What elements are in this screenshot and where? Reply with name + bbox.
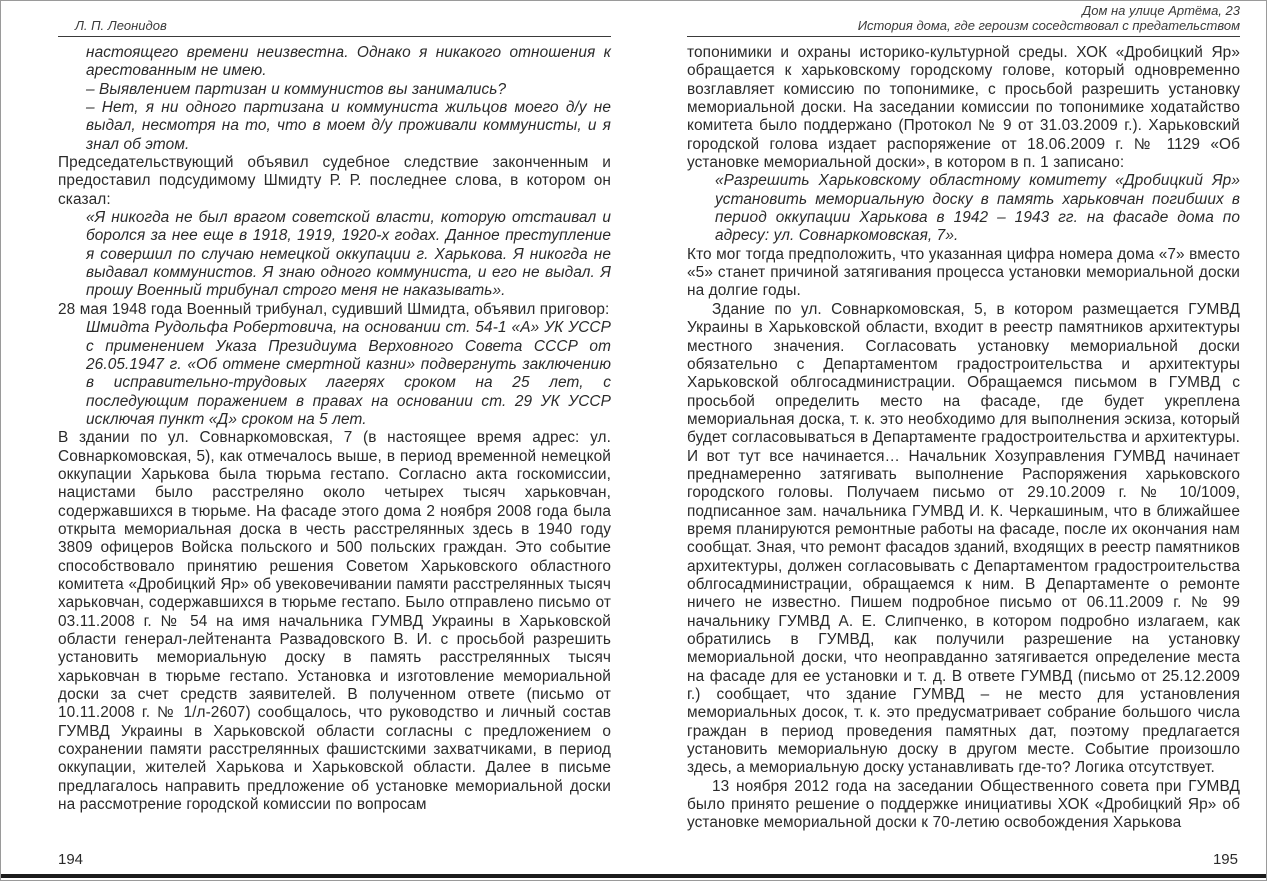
page-number-right: 195 xyxy=(1212,851,1238,868)
paragraph: настоящего времени неизвестна. Однако я никакого отношения к арестованным не имею. xyxy=(86,44,611,80)
paragraph: – Выявлением партизан и коммунистов вы занимались? xyxy=(86,80,507,98)
page-right xyxy=(687,3,1240,833)
running-header-left xyxy=(58,9,611,37)
page-right-content xyxy=(687,37,1240,833)
chapter-title: История дома, где героизм соседствовал с предательством xyxy=(857,17,1240,33)
pages-container xyxy=(1,1,1266,833)
paragraph: 13 ноября 2012 года на заседании Общественного совета при ГУМВД было принято решение о поддержке инициативы ХОК «Дробицкий Яр» об установке мемориальной доски к 70-летию освобождения Харькова xyxy=(687,777,1240,832)
book-title: Дом на улице Артёма, 23 xyxy=(1082,3,1240,18)
page-left-content xyxy=(58,37,611,814)
paragraph: Здание по ул. Совнаркомовская, 5, в котором размещается ГУМВД Украины в Харьковской области, входит в реестр памятников архитектуры местного значения. Согласовать установку мемориальной доски обязательно с Департаментом градостроительства и архитектуры Харьковской облгосадминистрации. Обращаемся письмом в ГУМВД с просьбой определить место на фасаде, где будет укреплена мемориальная доска, т. к. это необходимо для выполнения эскиза, который будет согласовываться в Департаменте градостроительства и архитектуры. И вот тут все начинается… Начальник Хозуправления ГУМВД начинает преднамеренно затягивать выполнение Распоряжения харьковского городского головы. Получаем письмо от 29.10.2009 г. № 10/1009, подписанное зам. начальника ГУМВД И. К. Черкашиным, что в ближайшее время планируются ремонтные работы на фасаде, после их окончания нам сообщат. Зная, что ремонт фасадов зданий, входящих в реестр памятников архитектуры, должен согласовывать с Департаментом градостроительства облгосадминистрации, обращаемся к ним. В Департаменте о ремонте ничего не известно. Пишем подробное письмо от 06.11.2009 г. № 99 начальнику ГУМВД А. Е. Слипченко, в котором подробно излагаем, как обратились в ГУМВД, как получили разрешение на установку мемориальной доски, что неоправданно затягивается определение места на фасаде для ее установки и т. д. В ответе ГУМВД (письмо от 25.12.2009 г.) сообщает, что здание ГУМВД – не место для установления мемориальных досок, т. к. это предусматривает собрание большого числа граждан в период проведения памятных дат, поэтому предлагается установить мемориальную доску в другом месте. Событие произошло здесь, а мемориальную доску устанавливать где-то? Логика отсутствует. xyxy=(687,300,1240,777)
page-number-left: 194 xyxy=(58,851,84,868)
paragraph: топонимики и охраны историко-культурной среды. ХОК «Дробицкий Яр» обращается к харьковскому городскому голове, который одновременно возглавляет комиссию по топонимике, с просьбой разрешить установку мемориальной доски. На заседании комиссии по топонимике ходатайство комитета было поддержано (Протокол № 9 от 31.03.2009 г.). Харьковский городской голова издает распоряжение от 18.06.2009 г. № 1129 «Об установке мемориальной доски», в котором в п. 1 записано: xyxy=(687,44,1240,172)
paragraph: «Я никогда не был врагом советской власти, которую отстаивал и боролся за нее еще в 1918, 1919, 1920-х годах. Данное преступление я совершил по случаю немецкой оккупации г. Харькова. Я никогда не выдавал коммунистов. Я знаю одного коммуниста, и его не выдал. Я прошу Военный трибунал строго меня не наказывать». xyxy=(86,209,611,300)
paragraph: Председательствующий объявил судебное следствие законченным и предоставил подсудимому Шмидту Р. Р. последнее слова, в котором он сказал: xyxy=(58,154,611,208)
paragraph: 28 мая 1948 года Военный трибунал, судивший Шмидта, объявил приговор: xyxy=(58,300,610,318)
paragraph: В здании по ул. Совнаркомовская, 7 (в настоящее время адрес: ул. Совнаркомовская, 5), как отмечалось выше, в период временной немецкой оккупации Харькова была тюрьма гестапо. Согласно акта госкомиссии, нацистами было расстреляно около четырех тысяч харьковчан, содержавшихся в тюрьме. На фасаде этого дома 2 ноября 2008 года была открыта мемориальная доска в честь расстрелянных здесь в 1940 году 3809 офицеров Войска польского и 500 польских граждан. Это событие способствовало принятию решения Советом Харьковского областного комитета «Дробицкий Яр» об увековечивании памяти расстрелянных тысяч харьковчан, содержавшихся в тюрьме гестапо. Было отправлено письмо от 03.11.2008 г. № 54 на имя начальника ГУМВД Украины в Харьковской области генерал-лейтенанта Развадовского В. И. с просьбой разрешить установить мемориальную доску в память расстрелянных тысяч харьковчан в тюрьме гестапо. Установка и изготовление мемориальной доски за счет средств заявителей. В полученном ответе (письмо от 10.11.2008 г. № 1/л-2607) сообщалось, что руководство и личный состав ГУМВД Украины в Харьковской области согласны с предложением о сохранении памяти расстрелянных фашистскими захватчиками, в период оккупации, жителей Харькова и Харьковской области. Далее в письме предлагалось направить предложение об установке мемориальной доски на рассмотрение городской комиссии по вопросам xyxy=(58,429,611,814)
paragraph: Кто мог тогда предположить, что указанная цифра номера дома «7» вместо «5» станет причиной затягивания процесса установки мемориальной доски на долгие годы. xyxy=(687,245,1240,300)
paragraph: Шмидта Рудольфа Робертовича, на основании ст. 54-1 «А» УК УССР с применением Указа Президиума Верховного Совета СССР от 26.05.1947 г. «Об отмене смертной казни» подвергнуть заключению в исправительно-трудовых лагерях сроком на 25 лет, с последующим поражением в правах на основании ст. 29 УК УССР исключая пункт «Д» сроком на 5 лет. xyxy=(86,319,611,428)
paragraph: «Разрешить Харьковскому областному комитету «Дробицкий Яр» установить мемориальную доску в память харьковчан погибших в период оккупации Харькова в 1942 – 1943 гг. на фасаде дома по адресу: ул. Совнаркомовская, 7». xyxy=(715,172,1240,245)
author-name: Л. П. Леонидов xyxy=(75,17,167,33)
scan-edge-bar xyxy=(1,874,1266,878)
page-left xyxy=(58,9,611,833)
running-header-right xyxy=(687,3,1240,37)
paragraph: – Нет, я ни одного партизана и коммуниста жильцов моего д/у не выдал, несмотря на то, что в моем д/у проживали коммунисты, и я знал об этом. xyxy=(86,99,611,153)
